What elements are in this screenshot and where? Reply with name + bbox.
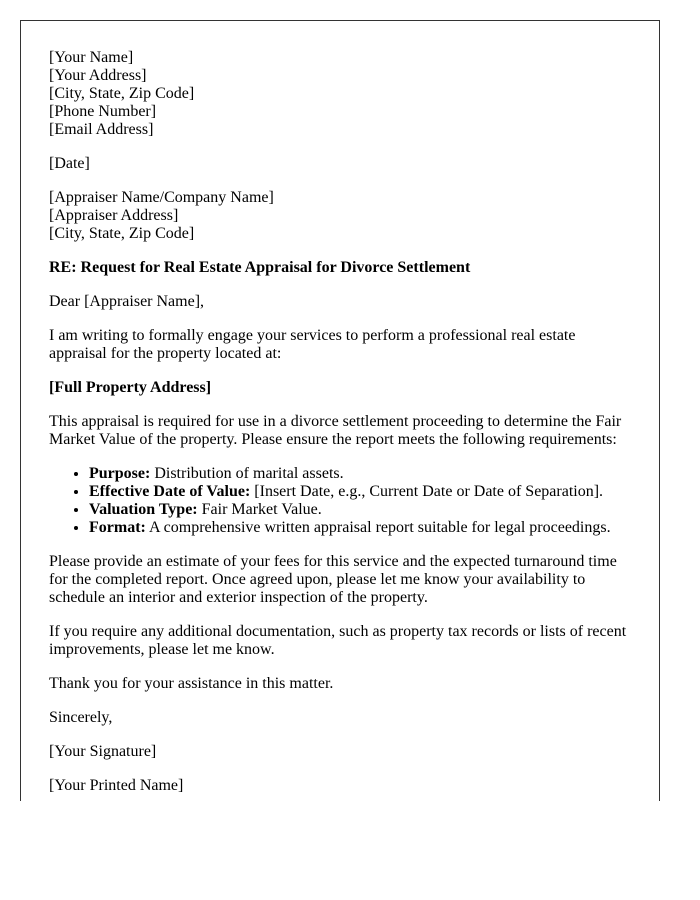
- requirements-intro: This appraisal is required for use in a divorce settlement proceeding to determine the Fair Market Value of the property. Please ensure the report meets the following requirements:: [49, 413, 622, 448]
- sender-name: [Your Name]: [49, 49, 134, 66]
- recipient-city: [City, State, Zip Code]: [49, 225, 195, 242]
- closing: Sincerely,: [49, 709, 113, 726]
- requirement-text: [Insert Date, e.g., Current Date or Date of Separation].: [250, 483, 604, 500]
- recipient-name: [Appraiser Name/Company Name]: [49, 189, 274, 206]
- recipient-block: [49, 189, 631, 243]
- requirement-item: [89, 483, 631, 501]
- requirement-label: Effective Date of Value:: [89, 483, 251, 500]
- fees-paragraph: Please provide an estimate of your fees for this service and the expected turnaround time for the completed report. Once agreed upon, please let me know your availability to schedule an interior and exterior inspection of the property.: [49, 553, 617, 606]
- requirement-label: Valuation Type:: [89, 501, 198, 518]
- sender-block: [49, 49, 631, 139]
- requirement-item: [89, 501, 631, 519]
- requirement-item: [89, 465, 631, 483]
- sender-city: [City, State, Zip Code]: [49, 85, 195, 102]
- requirement-text: A comprehensive written appraisal report suitable for legal proceedings.: [145, 519, 611, 536]
- subject-line: RE: Request for Real Estate Appraisal for Divorce Settlement: [49, 259, 471, 276]
- requirement-item: [89, 519, 631, 537]
- property-address: [Full Property Address]: [49, 379, 212, 396]
- sender-address: [Your Address]: [49, 67, 147, 84]
- requirement-label: Format:: [89, 519, 146, 536]
- requirement-text: Distribution of marital assets.: [150, 465, 344, 482]
- requirement-text: Fair Market Value.: [197, 501, 322, 518]
- requirement-label: Purpose:: [89, 465, 151, 482]
- sender-email: [Email Address]: [49, 121, 154, 138]
- printed-name: [Your Printed Name]: [49, 777, 184, 794]
- requirements-list: [49, 465, 631, 537]
- salutation: Dear [Appraiser Name],: [49, 293, 205, 310]
- letter-page: [20, 20, 660, 801]
- sender-phone: [Phone Number]: [49, 103, 157, 120]
- signature: [Your Signature]: [49, 743, 157, 760]
- documentation-paragraph: If you require any additional documentation, such as property tax records or lists of recent improvements, please let me know.: [49, 623, 627, 658]
- intro-paragraph: I am writing to formally engage your services to perform a professional real estate appraisal for the property located at:: [49, 327, 576, 362]
- recipient-address: [Appraiser Address]: [49, 207, 179, 224]
- letter-date: [Date]: [49, 155, 90, 172]
- thanks-line: Thank you for your assistance in this matter.: [49, 675, 334, 692]
